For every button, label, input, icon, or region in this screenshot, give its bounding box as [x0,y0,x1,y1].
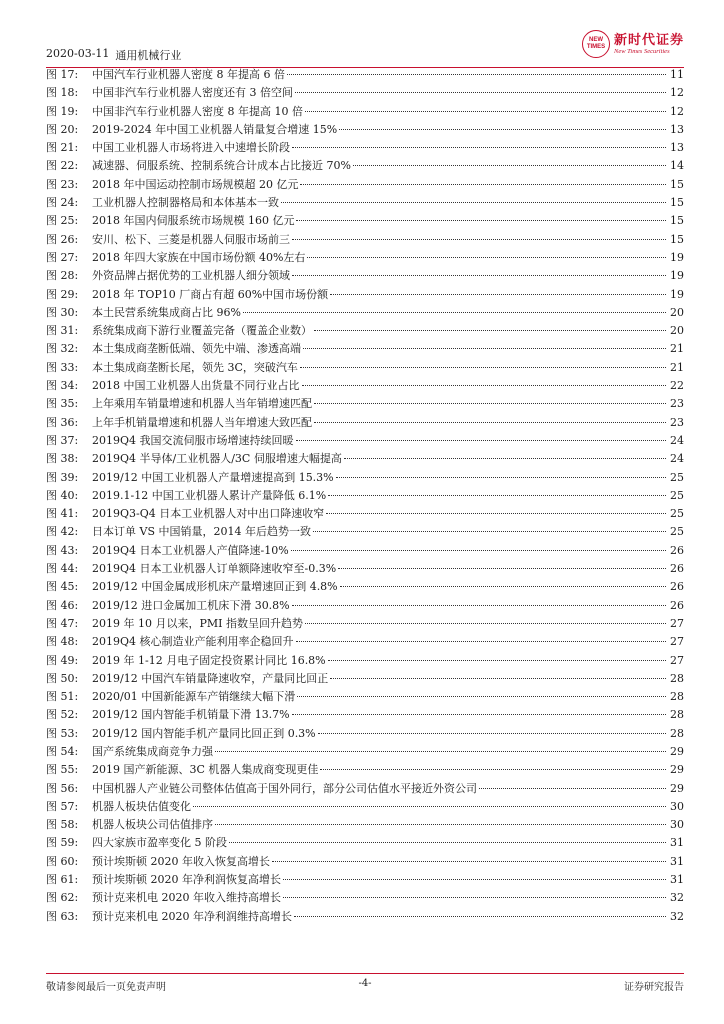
page-ref: 15 [670,214,684,228]
page-ref: 28 [670,708,684,722]
figure-title: 中国工业机器人市场将进入中速增长阶段 [92,141,290,155]
toc-entry[interactable] [46,652,684,670]
toc-entry[interactable] [46,798,684,816]
dot-leader [296,440,666,441]
dot-leader [291,550,666,551]
toc-entry[interactable] [46,66,684,84]
page-ref: 31 [670,854,684,868]
figure-title: 中国汽车行业机器人密度 8 年提高 6 倍 [92,68,285,81]
figure-number: 图 42: [46,525,79,539]
sector-name: 通用机械行业 [115,49,182,62]
figure-title: 2019 国产新能源、3C 机器人集成商变现更佳 [92,763,319,777]
page-ref: 19 [670,269,684,283]
figure-title: 2019 年 1-12 月电子固定投资累计同比 16.8% [92,653,326,667]
figure-number: 图 44: [46,562,79,576]
figure-title: 国产系统集成商竞争力强 [92,744,213,758]
report-date: 2020-03-11 [46,47,110,60]
page-ref: 26 [670,562,684,576]
page-footer [46,973,684,997]
figure-title: 预计埃斯顿 2020 年收入恢复高增长 [92,854,270,868]
toc-entry[interactable] [46,615,684,633]
toc-entry[interactable] [46,688,684,706]
page-ref: 21 [670,360,684,374]
dot-leader [314,330,666,331]
page-ref: 25 [670,525,684,539]
dot-leader [303,348,666,349]
figure-number: 图 57: [46,799,79,813]
dot-leader [326,513,666,514]
page-ref: 15 [670,232,684,246]
dot-leader [215,824,666,825]
toc-entry[interactable] [46,505,684,523]
figure-title: 2019Q4 核心制造业产能利用率企稳回升 [92,635,294,649]
page-ref: 25 [670,507,684,521]
figure-number: 图 23: [46,177,79,191]
page-ref: 11 [670,68,684,81]
toc-entry[interactable] [46,761,684,779]
figure-number: 图 40: [46,488,79,502]
dot-leader [307,257,666,258]
toc-entry[interactable] [46,395,684,413]
page-ref: 32 [670,891,684,905]
dot-leader [330,678,666,679]
toc-entry[interactable] [46,157,684,175]
toc-entry[interactable] [46,450,684,468]
toc-entry[interactable] [46,176,684,194]
page-ref: 12 [670,86,684,100]
dot-leader [272,861,666,862]
figure-number: 图 53: [46,726,79,740]
figure-number: 图 51: [46,690,79,704]
figure-title: 日本订单 VS 中国销量，2014 年后趋势一致 [92,525,311,539]
figure-title: 外资品牌占据优势的工业机器人细分领域 [92,269,290,283]
toc-entry[interactable] [46,103,684,121]
page-ref: 19 [670,250,684,264]
page-ref: 20 [670,324,684,338]
toc-entry[interactable] [46,139,684,157]
figure-number: 图 20: [46,122,79,136]
report-type: 证券研究报告 [624,982,684,993]
page-ref: 27 [670,635,684,649]
figure-title: 2019-2024 年中国工业机器人销量复合增速 15% [92,122,338,136]
dot-leader [294,916,666,917]
page-ref: 21 [670,342,684,356]
dot-leader [292,605,666,606]
figure-number: 图 22: [46,159,79,173]
toc-entry[interactable] [46,560,684,578]
figure-title: 2018 年 TOP10 厂商占有超 60%中国市场份额 [92,287,329,301]
toc-entry[interactable] [46,523,684,541]
dot-leader [297,696,666,697]
toc-entry[interactable] [46,194,684,212]
toc-entry[interactable] [46,249,684,267]
figure-number: 图 63: [46,909,79,923]
dot-leader [328,495,666,496]
toc-entry[interactable] [46,780,684,798]
figure-title: 四大家族市盈率变化 5 阶段 [92,836,227,850]
figure-title: 2018 年四大家族在中国市场份额 40%左右 [92,250,306,264]
figure-number: 图 46: [46,598,79,612]
page-ref: 32 [670,909,684,923]
dot-leader [336,477,666,478]
figure-number: 图 17: [46,68,79,81]
figure-number: 图 43: [46,543,79,557]
dot-leader [339,129,666,130]
page-ref: 27 [670,653,684,667]
figure-number: 图 50: [46,671,79,685]
dot-leader [305,623,666,624]
dot-leader [479,788,666,789]
figure-title: 2019/12 进口金属加工机床下滑 30.8% [92,598,290,612]
toc-entry[interactable] [46,286,684,304]
figure-title: 安川、松下、三菱是机器人伺服市场前三 [92,232,290,246]
toc-entry[interactable] [46,267,684,285]
figure-number: 图 61: [46,873,79,887]
toc-entry[interactable] [46,340,684,358]
toc-entry[interactable] [46,743,684,761]
dot-leader [338,568,666,569]
brand-logo [582,30,684,58]
figure-title: 2018 年中国运动控制市场规模超 20 亿元 [92,177,299,191]
figure-number: 图 26: [46,232,79,246]
page-number: -4- [358,978,372,989]
figure-title: 2018 中国工业机器人出货量不同行业占比 [92,379,300,393]
figure-number: 图 19: [46,104,79,118]
figure-number: 图 52: [46,708,79,722]
figure-number: 图 34: [46,379,79,393]
figure-list [46,66,684,926]
dot-leader [344,458,666,459]
figure-title: 2019Q4 日本工业机器人订单额降速收窄至-0.3% [92,562,337,576]
page-ref: 25 [670,470,684,484]
page-ref: 26 [670,580,684,594]
brand-text [614,33,684,56]
figure-number: 图 45: [46,580,79,594]
toc-entry[interactable] [46,322,684,340]
dot-leader [283,879,666,880]
figure-title: 本土集成商垄断长尾，领先 3C，突破汽车 [92,360,298,374]
figure-number: 图 59: [46,836,79,850]
page-ref: 24 [670,433,684,447]
dot-leader [296,220,666,221]
figure-title: 2019/12 中国金属成形机床产量增速回正到 4.8% [92,580,338,594]
toc-entry[interactable] [46,706,684,724]
figure-title: 预计埃斯顿 2020 年净利润恢复高增长 [92,873,281,887]
toc-entry[interactable] [46,304,684,322]
figure-title: 中国机器人产业链公司整体估值高于国外同行，部分公司估值水平接近外资公司 [92,781,477,795]
figure-title: 中国非汽车行业机器人密度还有 3 倍空间 [92,86,293,100]
figure-number: 图 56: [46,781,79,795]
figure-number: 图 54: [46,744,79,758]
page-ref: 22 [670,379,684,393]
figure-title: 预计克来机电 2020 年收入维持高增长 [92,891,281,905]
figure-title: 2019 年 10 月以来，PMI 指数呈回升趋势 [92,616,303,630]
figure-title: 2019/12 国内智能手机产量同比回正到 0.3% [92,726,316,740]
toc-entry[interactable] [46,816,684,834]
toc-entry[interactable] [46,414,684,432]
page-ref: 31 [670,873,684,887]
figure-title: 2019Q4 我国交流伺服市场增速持续回暖 [92,433,294,447]
page-ref: 26 [670,598,684,612]
brand-name-cn: 新时代证券 [613,32,684,48]
page-ref: 28 [670,671,684,685]
figure-number: 图 58: [46,818,79,832]
toc-entry[interactable] [46,487,684,505]
page-ref: 28 [670,690,684,704]
toc-entry[interactable] [46,597,684,615]
toc-entry[interactable] [46,670,684,688]
dot-leader [314,422,666,423]
dot-leader [292,714,666,715]
dot-leader [193,806,666,807]
figure-title: 2019/12 中国工业机器人产量增速提高到 15.3% [92,470,334,484]
figure-number: 图 29: [46,287,79,301]
page-ref: 27 [670,616,684,630]
page-header [46,28,684,68]
page-ref: 13 [670,141,684,155]
page-ref: 28 [670,726,684,740]
page-ref: 30 [670,799,684,813]
figure-number: 图 39: [46,470,79,484]
dot-leader [353,165,666,166]
toc-entry[interactable] [46,432,684,450]
logo-emblem-icon [582,30,610,58]
figure-title: 中国非汽车行业机器人密度 8 年提高 10 倍 [92,104,303,118]
toc-entry[interactable] [46,542,684,560]
figure-title: 机器人板块估值变化 [92,799,191,813]
figure-number: 图 48: [46,635,79,649]
figure-number: 图 28: [46,269,79,283]
figure-title: 2018 年国内伺服系统市场规模 160 亿元 [92,214,295,228]
figure-number: 图 60: [46,854,79,868]
figure-title: 机器人板块公司估值排序 [92,818,213,832]
figure-title: 2019Q4 日本工业机器人产值降速-10% [92,543,289,557]
logo-line-1: NEW [588,37,603,43]
figure-title: 上年手机销量增速和机器人当年增速大致匹配 [92,415,312,429]
figure-title: 系统集成商下游行业覆盖完备（覆盖企业数） [92,324,312,338]
dot-leader [243,312,666,313]
header-meta [46,47,181,63]
toc-entry[interactable] [46,212,684,230]
figure-number: 图 38: [46,452,79,466]
figure-number: 图 47: [46,616,79,630]
figure-number: 图 55: [46,763,79,777]
dot-leader [292,239,666,240]
dot-leader [287,74,666,75]
page-ref: 23 [670,397,684,411]
figure-number: 图 36: [46,415,79,429]
toc-entry[interactable] [46,908,684,926]
toc-entry[interactable] [46,121,684,139]
toc-entry[interactable] [46,633,684,651]
dot-leader [330,294,666,295]
dot-leader [320,769,666,770]
dot-leader [215,751,666,752]
dot-leader [300,184,666,185]
figure-title: 本土集成商垄断低端、领先中端、渗透高端 [92,342,301,356]
page-ref: 31 [670,836,684,850]
page-ref: 15 [670,177,684,191]
dot-leader [292,275,666,276]
figure-title: 工业机器人控制器格局和本体基本一致 [92,196,279,210]
dot-leader [281,202,666,203]
figure-number: 图 32: [46,342,79,356]
figure-number: 图 49: [46,653,79,667]
figure-number: 图 18: [46,86,79,100]
dot-leader [340,586,666,587]
disclaimer-note: 敬请参阅最后一页免责声明 [46,982,166,993]
figure-number: 图 62: [46,891,79,905]
figure-number: 图 41: [46,507,79,521]
figure-number: 图 31: [46,324,79,338]
figure-title: 2019Q3-Q4 日本工业机器人对中出口降速收窄 [92,507,325,521]
figure-number: 图 27: [46,250,79,264]
page-ref: 29 [670,744,684,758]
figure-title: 2020/01 中国新能源车产销继续大幅下滑 [92,690,296,704]
brand-name-en: New Times Securities [613,47,670,55]
toc-entry[interactable] [46,231,684,249]
figure-title: 预计克来机电 2020 年净利润维持高增长 [92,909,292,923]
figure-title: 2019.1-12 中国工业机器人累计产量降低 6.1% [92,488,327,502]
dot-leader [292,147,666,148]
figure-title: 上年乘用车销量增速和机器人当年销增速匹配 [92,397,312,411]
page-ref: 12 [670,104,684,118]
toc-entry[interactable] [46,469,684,487]
dot-leader [314,403,666,404]
dot-leader [300,367,666,368]
page-ref: 14 [670,159,684,173]
page-ref: 23 [670,415,684,429]
figure-number: 图 24: [46,196,79,210]
page-ref: 19 [670,287,684,301]
dot-leader [302,385,667,386]
toc-entry[interactable] [46,359,684,377]
toc-entry[interactable] [46,578,684,596]
page-ref: 29 [670,781,684,795]
dot-leader [296,641,666,642]
page-ref: 15 [670,196,684,210]
toc-entry[interactable] [46,853,684,871]
dot-leader [283,897,666,898]
dot-leader [295,92,666,93]
dot-leader [305,111,666,112]
toc-entry[interactable] [46,84,684,102]
page-ref: 30 [670,818,684,832]
page-ref: 13 [670,122,684,136]
page-ref: 29 [670,763,684,777]
figure-title: 减速器、伺服系统、控制系统合计成本占比接近 70% [92,159,351,173]
figure-number: 图 37: [46,433,79,447]
toc-entry[interactable] [46,889,684,907]
page-ref: 25 [670,488,684,502]
figure-number: 图 35: [46,397,79,411]
dot-leader [318,733,666,734]
page-ref: 24 [670,452,684,466]
figure-title: 2019Q4 半导体/工业机器人/3C 伺服增速大幅提高 [92,452,342,466]
dot-leader [229,842,666,843]
figure-number: 图 30: [46,305,79,319]
page-ref: 20 [670,305,684,319]
figure-number: 图 33: [46,360,79,374]
toc-entry[interactable] [46,725,684,743]
figure-title: 本土民营系统集成商占比 96% [92,305,241,319]
toc-entry[interactable] [46,377,684,395]
figure-title: 2019/12 国内智能手机销量下滑 13.7% [92,708,290,722]
page-ref: 26 [670,543,684,557]
figure-number: 图 25: [46,214,79,228]
toc-entry[interactable] [46,834,684,852]
dot-leader [313,531,666,532]
figure-number: 图 21: [46,141,79,155]
toc-entry[interactable] [46,871,684,889]
figure-title: 2019/12 中国汽车销量降速收窄，产量同比回正 [92,671,329,685]
logo-line-2: TIMES [586,44,606,50]
dot-leader [328,660,666,661]
